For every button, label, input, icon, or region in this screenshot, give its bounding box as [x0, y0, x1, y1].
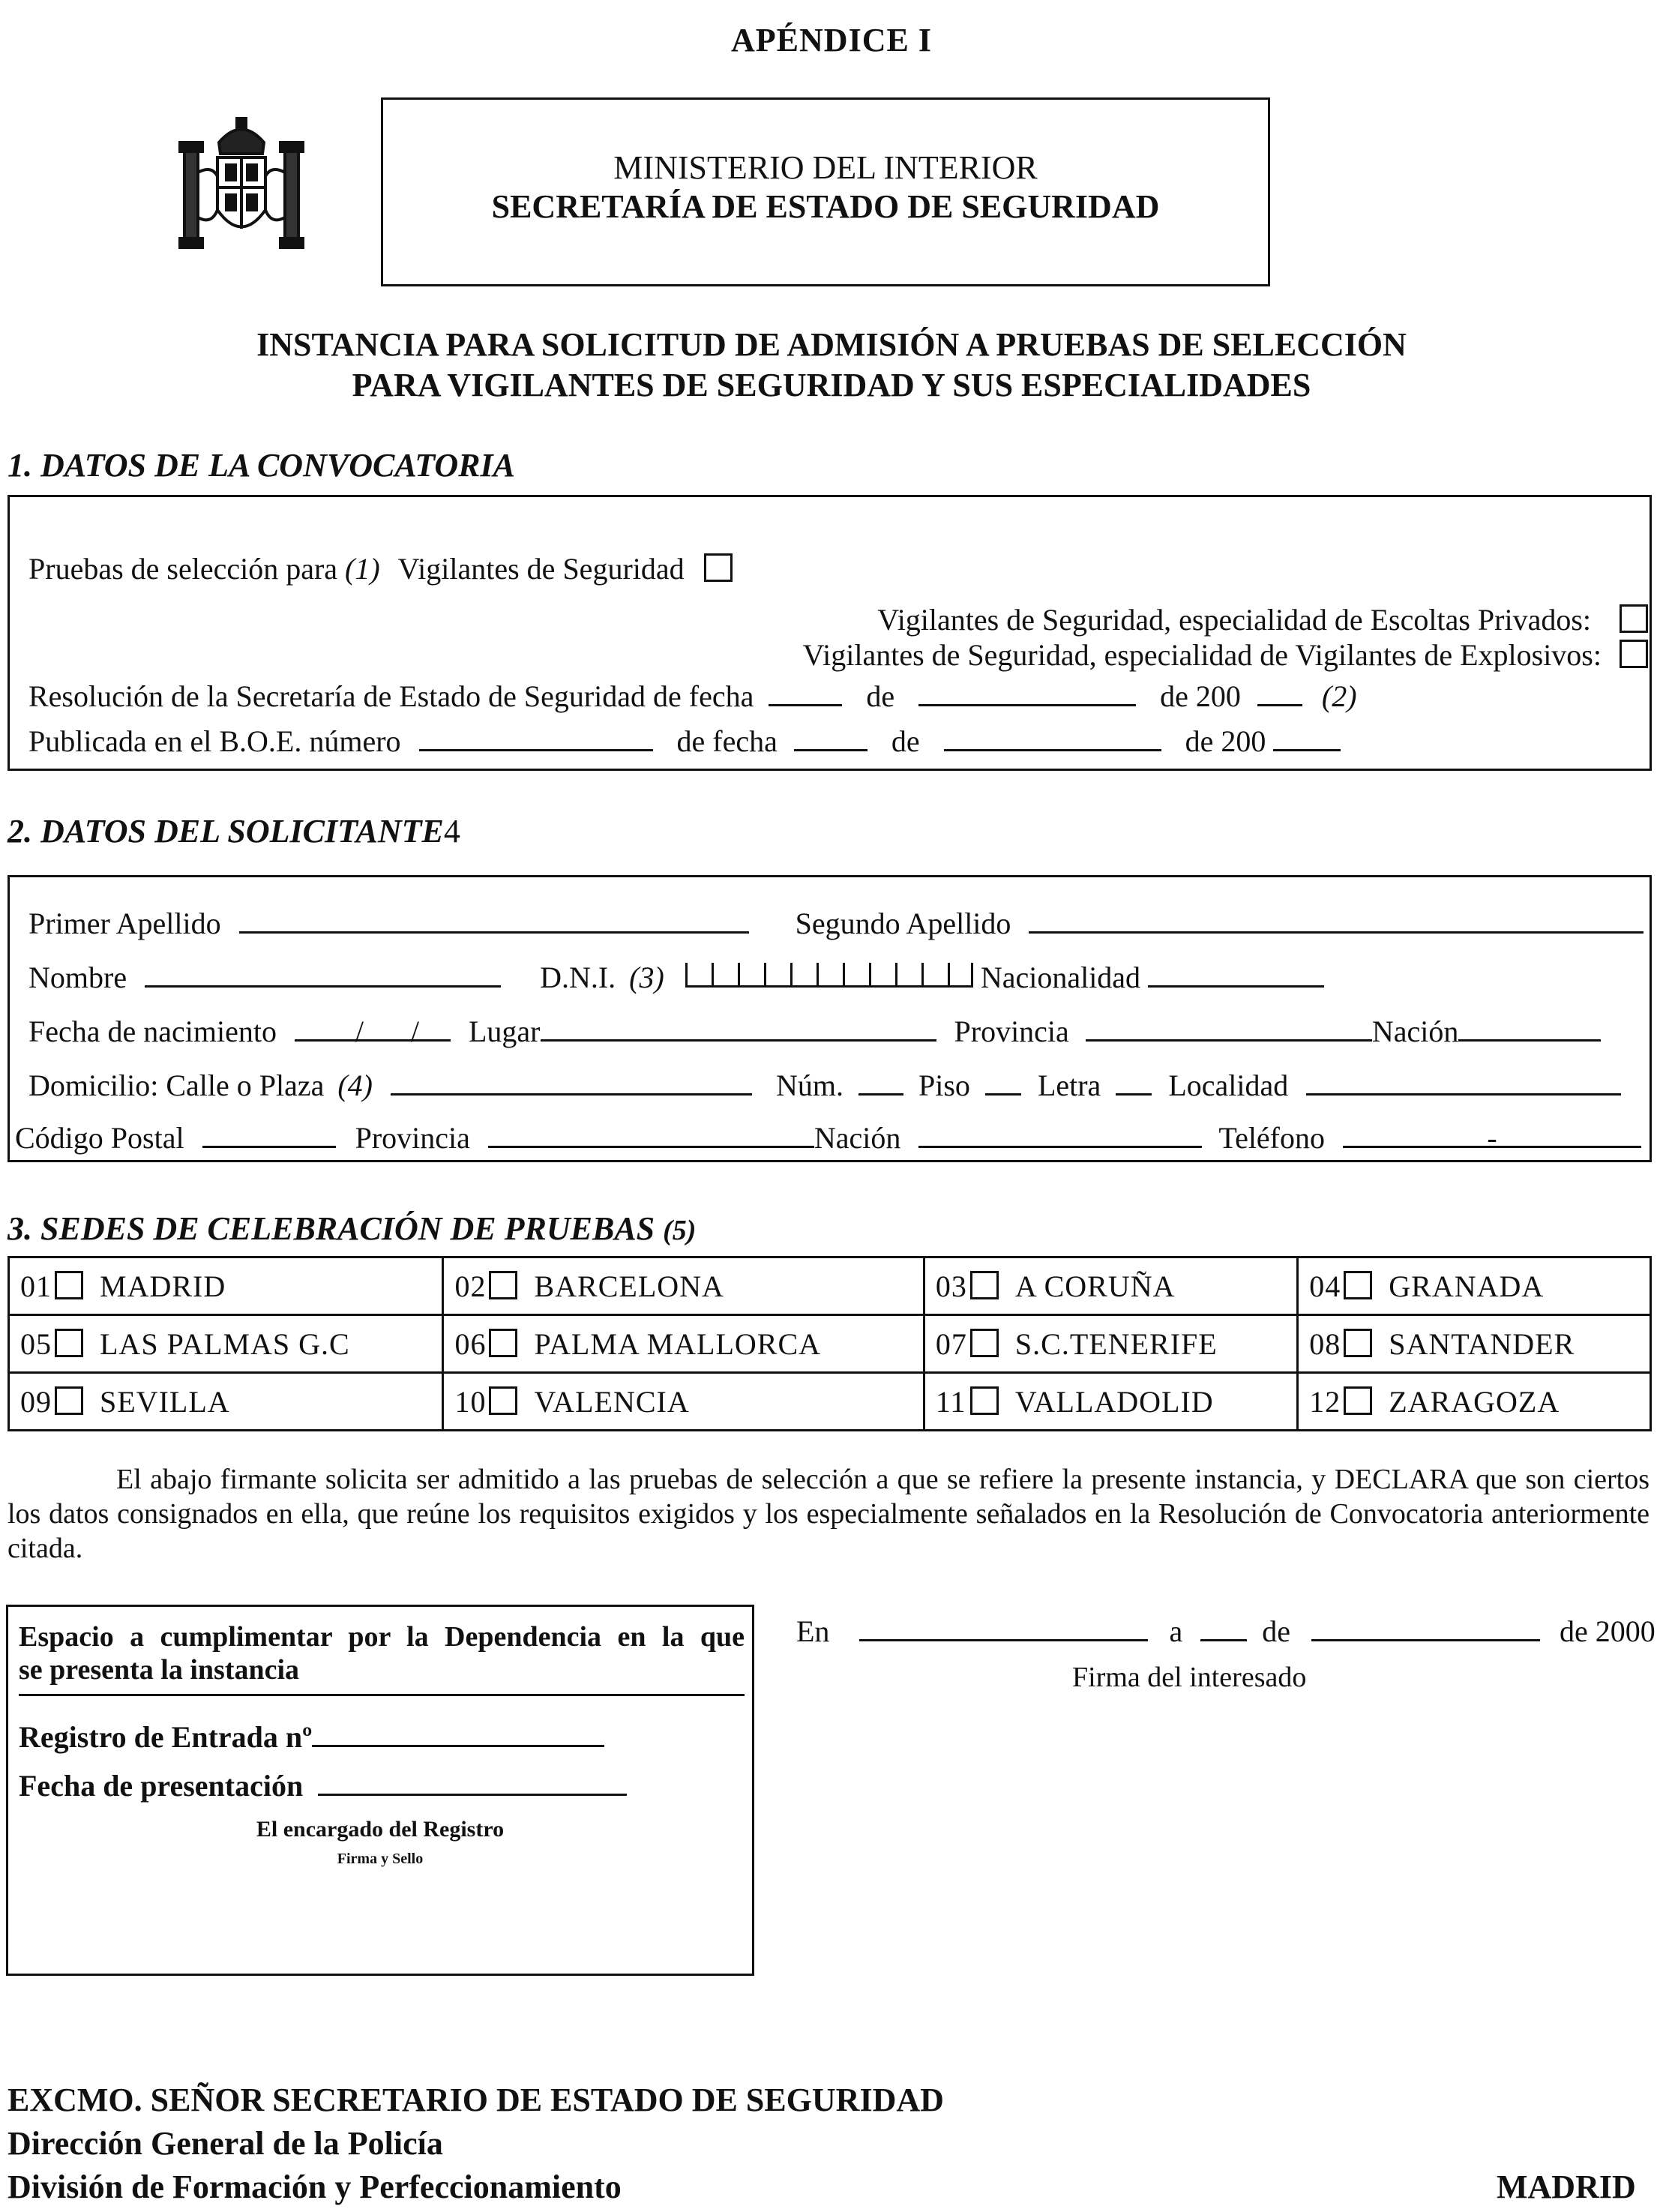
- localidad-field[interactable]: [1306, 1068, 1621, 1096]
- sede-cell-03[interactable]: [924, 1257, 1297, 1315]
- letra-label: Letra: [1037, 1069, 1101, 1102]
- sede-cell-09[interactable]: [9, 1373, 443, 1431]
- secretariat-name: SECRETARÍA DE ESTADO DE SEGURIDAD: [491, 188, 1160, 225]
- option-escoltas-label: Vigilantes de Seguridad, especialidad de Escoltas Privados:: [877, 603, 1591, 637]
- registry-heading-line1: Espacio a cumplimentar por la Dependencia en la que: [19, 1621, 745, 1653]
- explosivos-checkbox[interactable]: [1620, 640, 1648, 668]
- signature-a: a: [1169, 1614, 1183, 1648]
- num-label: Núm.: [776, 1069, 843, 1102]
- sede-cell-06[interactable]: [443, 1315, 924, 1373]
- sedes-table: [7, 1256, 1652, 1431]
- sede-code: 06: [454, 1326, 487, 1361]
- registry-heading-line2: se presenta la instancia: [19, 1654, 300, 1686]
- sede-code: 09: [20, 1384, 52, 1419]
- resolucion-year-field[interactable]: [1257, 679, 1302, 706]
- form-title-line2: PARA VIGILANTES DE SEGURIDAD Y SUS ESPECIALIDADES: [352, 367, 1311, 403]
- lugar-field[interactable]: [541, 1014, 936, 1042]
- publicada-de: de: [891, 724, 920, 758]
- piso-field[interactable]: [985, 1068, 1021, 1096]
- footer-direccion: Dirección General de la Policía: [7, 2125, 443, 2162]
- sede-name: SEVILLA: [100, 1384, 230, 1419]
- resolucion-de: de: [866, 679, 895, 713]
- primer-apellido-label: Primer Apellido: [28, 907, 221, 940]
- sede-checkbox[interactable]: [489, 1386, 517, 1415]
- sede-code: 07: [935, 1326, 967, 1361]
- sede-cell-01[interactable]: [9, 1257, 443, 1315]
- publicada-row: [28, 724, 1341, 759]
- sede-checkbox[interactable]: [1344, 1329, 1372, 1357]
- primer-apellido-field[interactable]: [239, 906, 749, 934]
- sede-code: 01: [20, 1269, 52, 1303]
- telefono-dash: -: [1487, 1121, 1497, 1155]
- signature-place-field[interactable]: [859, 1614, 1148, 1641]
- num-field[interactable]: [858, 1068, 903, 1096]
- codigo-postal-row: [15, 1120, 1641, 1155]
- nacion-field[interactable]: [1458, 1014, 1601, 1042]
- sede-checkbox[interactable]: [970, 1329, 999, 1357]
- resolucion-year-label: de 200: [1160, 679, 1241, 713]
- resolucion-month-field[interactable]: [918, 679, 1136, 706]
- sede-code: 12: [1309, 1384, 1341, 1419]
- codigo-postal-label: Código Postal: [15, 1121, 184, 1155]
- sede-cell-12[interactable]: [1298, 1373, 1651, 1431]
- registry-box: [6, 1605, 754, 1976]
- form-title: [0, 325, 1663, 406]
- telefono-field[interactable]: [1343, 1120, 1641, 1155]
- sede-cell-10[interactable]: [443, 1373, 924, 1431]
- sede-checkbox[interactable]: [55, 1386, 83, 1415]
- sede-code: 04: [1309, 1269, 1341, 1303]
- sede-name: VALLADOLID: [1014, 1384, 1214, 1419]
- option-explosivos-label: Vigilantes de Seguridad, especialidad de Vigilantes de Explosivos:: [802, 638, 1602, 672]
- sede-checkbox[interactable]: [55, 1329, 83, 1357]
- escoltas-row: [877, 602, 1648, 637]
- note-3: (3): [629, 961, 664, 994]
- publicada-de-fecha: de fecha: [676, 724, 778, 758]
- note-1: (1): [345, 552, 380, 586]
- publicada-month-field[interactable]: [944, 724, 1161, 751]
- footer-division: División de Formación y Perfeccionamiento: [7, 2169, 622, 2205]
- sede-checkbox[interactable]: [55, 1271, 83, 1299]
- ministry-header-box: [381, 97, 1270, 286]
- ministry-name: MINISTERIO DEL INTERIOR: [613, 149, 1038, 186]
- localidad-label: Localidad: [1168, 1069, 1289, 1102]
- domicilio-row: [28, 1068, 1621, 1103]
- telefono-label: Teléfono: [1218, 1121, 1326, 1155]
- domicilio-label: Domicilio: Calle o Plaza: [28, 1069, 325, 1102]
- table-row: [9, 1257, 1651, 1315]
- sede-name: GRANADA: [1389, 1269, 1545, 1303]
- sede-name: ZARAGOZA: [1389, 1384, 1560, 1419]
- nacionalidad-label: Nacionalidad: [980, 961, 1141, 994]
- note-5: (5): [663, 1215, 697, 1246]
- pruebas-label: Pruebas de selección para: [28, 552, 338, 586]
- nacion2-label: Nación: [814, 1121, 901, 1155]
- sede-code: 11: [935, 1384, 966, 1419]
- section2-title-suffix: 4: [443, 813, 460, 850]
- sede-checkbox[interactable]: [1344, 1386, 1372, 1415]
- sede-code: 10: [454, 1384, 487, 1419]
- publicada-label: Publicada en el B.O.E. número: [28, 724, 401, 758]
- sede-code: 02: [454, 1269, 487, 1303]
- provincia2-label: Provincia: [355, 1121, 470, 1155]
- piso-label: Piso: [918, 1069, 970, 1102]
- resolucion-row: [28, 679, 1357, 714]
- firma-interesado-label: Firma del interesado: [1072, 1662, 1307, 1693]
- footer-addressee: EXCMO. SEÑOR SECRETARIO DE ESTADO DE SEGURIDAD: [7, 2082, 944, 2118]
- registry-heading: [19, 1620, 745, 1696]
- date-slash-2: /: [410, 1015, 419, 1048]
- birth-month-field[interactable]: [364, 1014, 419, 1048]
- lugar-label: Lugar: [468, 1015, 541, 1048]
- nacion-label: Nación: [1371, 1015, 1459, 1048]
- section1-title: 1. DATOS DE LA CONVOCATORIA: [7, 447, 515, 484]
- segundo-apellido-label: Segundo Apellido: [795, 907, 1011, 940]
- pruebas-row: [28, 551, 733, 586]
- signature-place-date-row: [796, 1614, 1656, 1649]
- fecha-nacimiento-label: Fecha de nacimiento: [28, 1015, 277, 1048]
- codigo-postal-field[interactable]: [202, 1120, 336, 1148]
- coat-of-arms-icon: [174, 112, 309, 255]
- sede-name: PALMA MALLORCA: [534, 1326, 822, 1361]
- fecha-presentacion-row: [19, 1768, 627, 1803]
- signature-de: de: [1262, 1614, 1290, 1648]
- table-row: [9, 1373, 1651, 1431]
- sede-code: 03: [935, 1269, 967, 1303]
- signature-year: de 2000: [1559, 1614, 1656, 1648]
- sede-name: S.C.TENERIFE: [1014, 1326, 1218, 1361]
- note-4: (4): [337, 1069, 373, 1102]
- section3-title-text: 3. SEDES DE CELEBRACIÓN DE PRUEBAS: [7, 1210, 655, 1247]
- resolucion-day-field[interactable]: [769, 679, 842, 706]
- sede-checkbox[interactable]: [1344, 1271, 1372, 1299]
- sede-cell-08[interactable]: [1298, 1315, 1651, 1373]
- dni-boxes-field[interactable]: [685, 960, 973, 995]
- sede-name: BARCELONA: [534, 1269, 724, 1303]
- provincia-label: Provincia: [954, 1015, 1069, 1048]
- explosivos-row: [803, 637, 1648, 673]
- declaration-text: El abajo firmante solicita ser admitido a las pruebas de selección a que se refiere la presente instancia, y DECLARA que son ciertos los datos consignados en ella, que reúne los requisitos exigidos y los especialmente señalados en la Resolución de Convocatoria anteriormente citada.: [7, 1464, 1650, 1564]
- birth-day-field[interactable]: [295, 1014, 364, 1048]
- sede-name: MADRID: [100, 1269, 226, 1303]
- signature-day-field[interactable]: [1200, 1614, 1247, 1641]
- provincia2-field[interactable]: [488, 1120, 814, 1148]
- nombre-field[interactable]: [145, 960, 501, 988]
- fecha-presentacion-label: Fecha de presentación: [19, 1769, 304, 1803]
- fecha-presentacion-field[interactable]: [318, 1768, 627, 1796]
- table-row: [9, 1315, 1651, 1373]
- option-vigilantes-label: Vigilantes de Seguridad: [397, 552, 685, 586]
- sede-name: SANTANDER: [1389, 1326, 1575, 1361]
- sede-checkbox[interactable]: [489, 1329, 517, 1357]
- nacion2-field[interactable]: [918, 1120, 1202, 1148]
- sede-code: 05: [20, 1326, 52, 1361]
- apellidos-row: [28, 906, 1644, 941]
- letra-field[interactable]: [1116, 1068, 1152, 1096]
- resolucion-label: Resolución de la Secretaría de Estado de Seguridad de fecha: [28, 679, 754, 713]
- vigilantes-checkbox[interactable]: [704, 553, 733, 582]
- registro-field[interactable]: [312, 1719, 604, 1747]
- nombre-row: [28, 960, 1324, 995]
- sede-name: LAS PALMAS G.C: [100, 1326, 350, 1361]
- form-title-line1: INSTANCIA PARA SOLICITUD DE ADMISIÓN A PRUEBAS DE SELECCIÓN: [256, 326, 1407, 363]
- sede-name: A CORUÑA: [1014, 1269, 1176, 1303]
- note-2: (2): [1321, 679, 1357, 713]
- escoltas-checkbox[interactable]: [1620, 604, 1648, 633]
- registro-label: Registro de Entrada nº: [19, 1720, 313, 1754]
- sede-cell-11[interactable]: [924, 1373, 1297, 1431]
- sede-cell-02[interactable]: [443, 1257, 924, 1315]
- encargado-label: El encargado del Registro: [256, 1817, 505, 1842]
- sede-checkbox[interactable]: [970, 1386, 999, 1415]
- birth-year-field[interactable]: [419, 1014, 451, 1042]
- sede-cell-07[interactable]: [924, 1315, 1297, 1373]
- sede-cell-04[interactable]: [1298, 1257, 1651, 1315]
- signature-month-field[interactable]: [1311, 1614, 1540, 1641]
- boe-number-field[interactable]: [419, 724, 653, 751]
- firma-sello-label: Firma y Sello: [337, 1851, 424, 1867]
- publicada-year-field[interactable]: [1273, 724, 1341, 751]
- segundo-apellido-field[interactable]: [1029, 906, 1644, 934]
- nacionalidad-field[interactable]: [1148, 960, 1324, 988]
- registro-row: [19, 1719, 604, 1755]
- signature-en: En: [796, 1614, 830, 1648]
- publicada-day-field[interactable]: [794, 724, 867, 751]
- sede-checkbox[interactable]: [489, 1271, 517, 1299]
- appendix-title: APÉNDICE I: [731, 22, 932, 58]
- sede-name: VALENCIA: [534, 1384, 690, 1419]
- publicada-year-label: de 200: [1185, 724, 1266, 758]
- provincia-field[interactable]: [1086, 1014, 1372, 1042]
- domicilio-field[interactable]: [391, 1068, 752, 1096]
- section2-title-text: 2. DATOS DEL SOLICITANTE: [7, 813, 444, 850]
- dni-label: D.N.I.: [540, 961, 616, 994]
- footer-city: MADRID: [1497, 2169, 1636, 2205]
- nombre-label: Nombre: [28, 961, 127, 994]
- sede-checkbox[interactable]: [970, 1271, 999, 1299]
- date-slash-1: /: [355, 1015, 364, 1048]
- section2-title: [7, 812, 460, 850]
- nacimiento-row: [28, 1014, 1601, 1049]
- sede-cell-05[interactable]: [9, 1315, 443, 1373]
- section3-title: [7, 1209, 696, 1248]
- declaration-paragraph: [7, 1462, 1650, 1566]
- sede-code: 08: [1309, 1326, 1341, 1361]
